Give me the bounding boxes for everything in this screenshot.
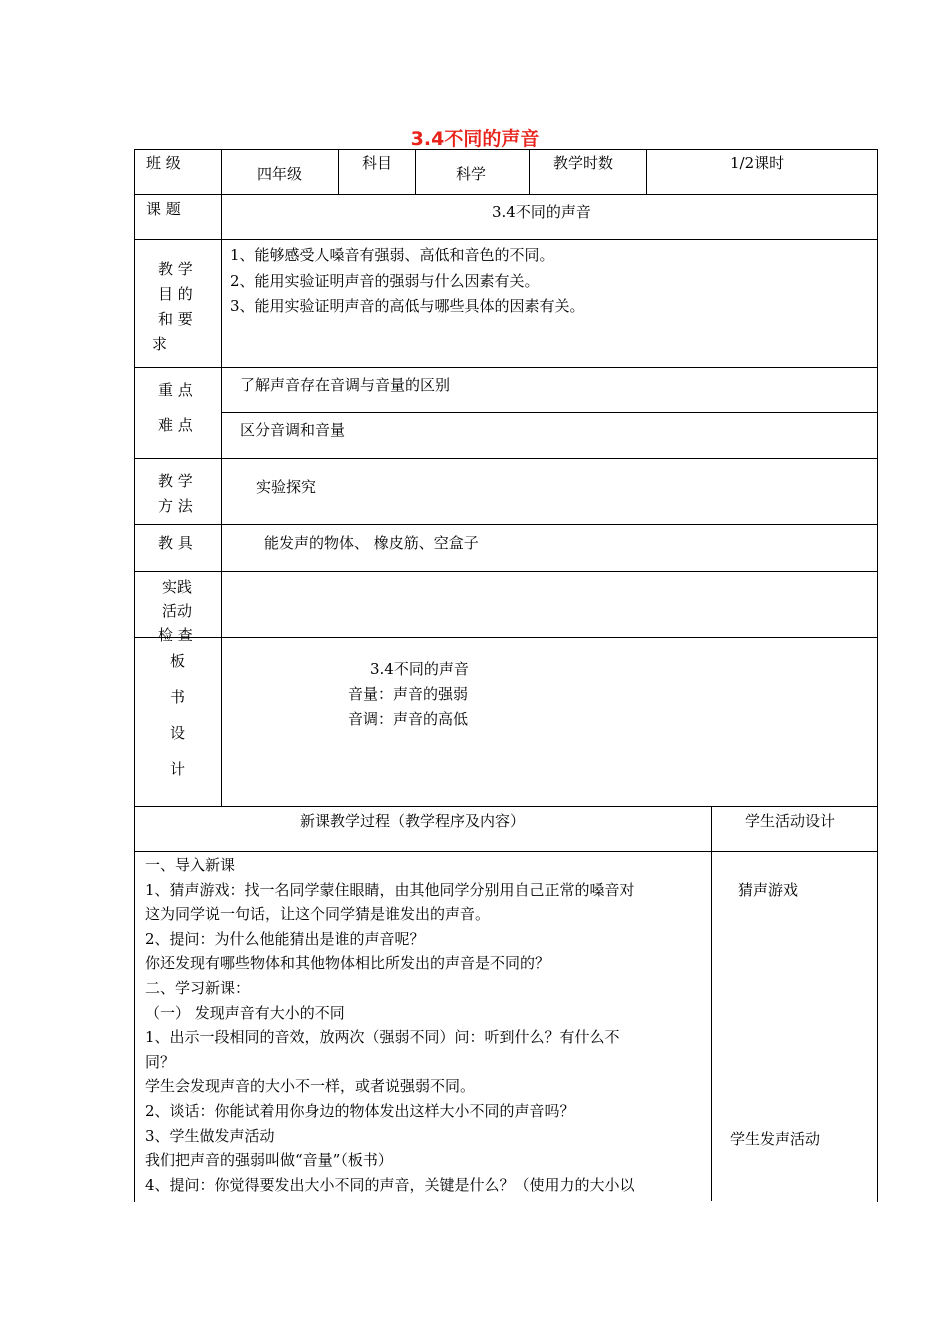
process-line: 2、提问：为什么他能猜出是谁的声音呢？: [145, 929, 425, 948]
row-divider: [134, 851, 877, 852]
topic-label: 课 题: [146, 200, 181, 218]
row-divider: [221, 412, 877, 413]
row-divider: [134, 367, 877, 368]
board-label: 板 书 设 计: [170, 652, 186, 778]
row-divider: [134, 806, 877, 807]
goals-list: [230, 243, 585, 320]
topic-value: 3.4不同的声音: [492, 203, 591, 221]
board-line: 音调：声音的高低: [348, 710, 469, 728]
goal-item: 1、能够感受人嗓音有强弱、高低和音色的不同。: [230, 246, 555, 264]
column-divider: [338, 149, 339, 194]
practice-label: 实践 活动 检 查: [158, 578, 193, 644]
goal-item: 2、能用实验证明声音的强弱与什么因素有关。: [230, 271, 540, 290]
process-line: 1、猜声游戏：找一名同学蒙住眼睛，由其他同学分别用自己正常的嗓音对: [145, 880, 635, 899]
goal-item: 3、能用实验证明声音的高低与哪些具体的因素有关。: [230, 297, 585, 315]
process-line: 同？: [145, 1052, 176, 1071]
difficulties-value: 区分音调和音量: [240, 421, 346, 439]
process-line: 学生会发现声音的大小不一样，或者说强弱不同。: [145, 1077, 476, 1096]
student-activity: 猜声游戏: [738, 881, 799, 899]
process-line: 这为同学说一句话，让这个同学猜是谁发出的声音。: [145, 905, 491, 924]
process-line: 二、学习新课：: [145, 978, 251, 997]
method-label: 教 学 方 法: [158, 472, 193, 515]
column-divider: [529, 149, 530, 194]
row-divider: [134, 239, 877, 240]
page-title: 3.4不同的声音: [410, 128, 540, 150]
board-title: 3.4不同的声音: [370, 660, 469, 678]
activity-header: 学生活动设计: [745, 812, 836, 830]
hours-label: 教学时数: [553, 154, 614, 172]
subject-label: 科目: [362, 154, 393, 172]
process-line: 我们把声音的强弱叫做“音量”（板书）: [145, 1151, 393, 1170]
difficulties-label: 难 点: [158, 416, 193, 434]
column-divider: [221, 149, 222, 806]
row-divider: [134, 571, 877, 572]
process-line: 1、出示一段相同的音效，放两次（强弱不同）问：听到什么？有什么不: [145, 1028, 620, 1047]
column-divider: [646, 149, 647, 194]
method-value: 实验探究: [256, 478, 317, 496]
process-line: （一） 发现声音有大小的不同: [145, 1003, 345, 1022]
key-points-label: 重 点: [158, 381, 193, 399]
process-line: 3、学生做发声活动: [145, 1126, 275, 1145]
tools-value: 能发声的物体、 橡皮筋、空盒子: [264, 534, 479, 552]
student-activity: 学生发声活动: [730, 1130, 821, 1148]
row-divider: [134, 458, 877, 459]
key-points-value: 了解声音存在音调与音量的区别: [240, 376, 451, 394]
subject-value: 科学: [456, 165, 487, 183]
class-label: 班 级: [146, 154, 181, 172]
process-line: 你还发现有哪些物体和其他物体相比所发出的声音是不同的？: [145, 954, 551, 973]
process-line: 4、提问：你觉得要发出大小不同的声音，关键是什么？（使用力的大小以: [145, 1175, 635, 1194]
board-line: 音量：声音的强弱: [348, 685, 469, 703]
row-divider: [134, 524, 877, 525]
process-line: 2、谈话：你能试着用你身边的物体发出这样大小不同的声音吗？: [145, 1101, 575, 1120]
row-divider: [134, 637, 877, 638]
tools-label: 教 具: [158, 534, 193, 552]
class-value: 四年级: [257, 165, 303, 183]
goals-label: 教 学 目 的 和 要 求: [152, 260, 193, 353]
row-divider: [134, 194, 877, 195]
process-line: 一、导入新课: [145, 856, 236, 874]
column-divider: [711, 806, 712, 1201]
hours-value: 1/2课时: [730, 154, 785, 172]
process-header: 新课教学过程（教学程序及内容）: [300, 812, 526, 830]
process-content: [145, 853, 705, 1197]
column-divider: [415, 149, 416, 194]
